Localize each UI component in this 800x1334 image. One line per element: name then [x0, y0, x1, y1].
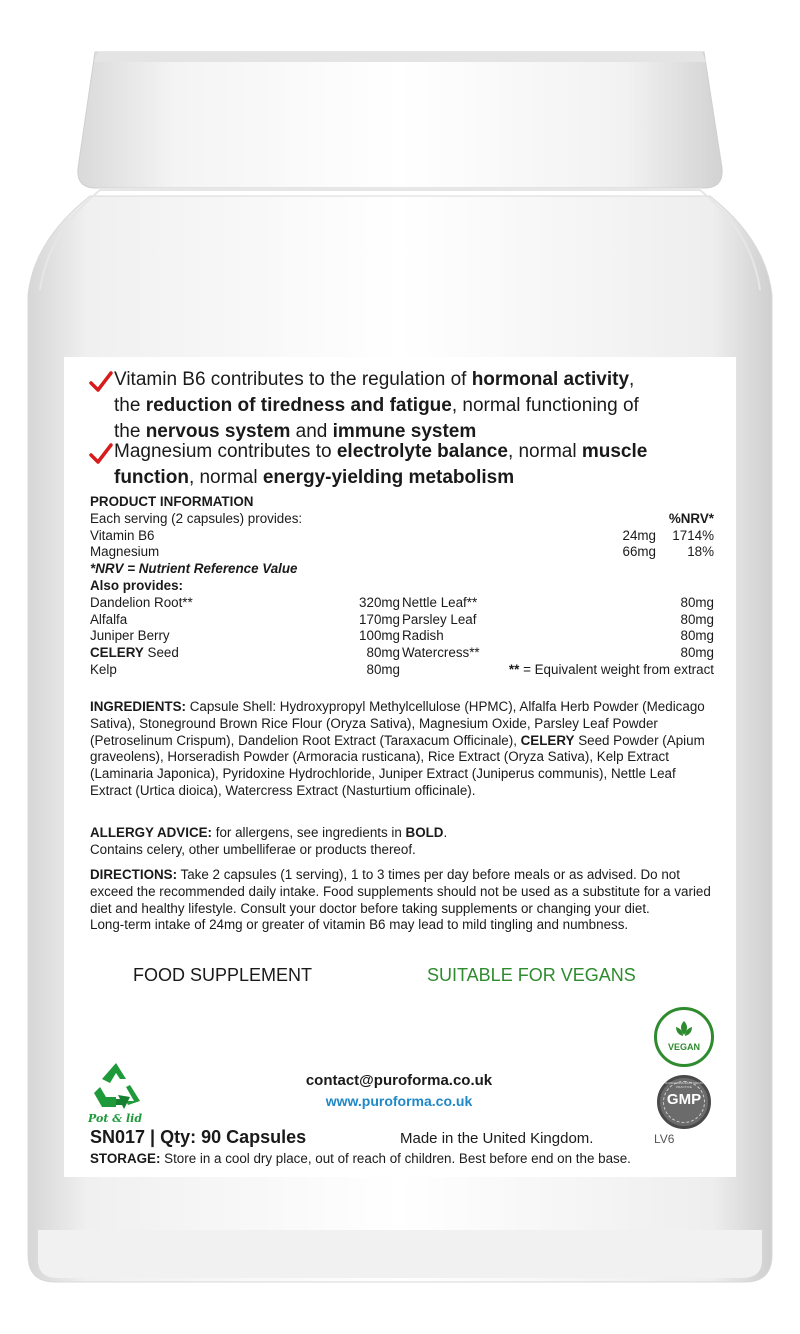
claim-text: and	[290, 421, 333, 442]
gmp-text: GMP	[666, 1091, 702, 1108]
claim-text: the	[114, 395, 146, 416]
claim-text: , normal functioning of	[451, 395, 639, 416]
directions-text: Take 2 capsules (1 serving), 1 to 3 times per day before meals or as advised. Do not exceed the recommended daily intake. Food supplements should not be used as a substitute for a varied diet and healthy lifestyle. Consult your doctor before taking supplements or changing your diet.	[90, 867, 711, 916]
claim-bold-text: electrolyte balance	[336, 441, 508, 462]
recycle-icon	[86, 1057, 146, 1117]
vegan-badge	[654, 1007, 714, 1067]
ingredient-amount: 100mg	[359, 628, 400, 644]
allergy-line2: Contains celery, other umbelliferae or products thereof.	[90, 841, 416, 857]
serving-text: Each serving (2 capsules) provides:	[90, 510, 303, 526]
recycle-caption: Pot & lid	[88, 1112, 143, 1125]
vegan-leaf-icon	[673, 1019, 695, 1041]
claim-line	[92, 439, 722, 465]
ingredient-name: Seed	[143, 645, 179, 661]
ingredients-text: Capsule Shell: Hydroxypropyl Methylcellulose (HPMC), Alfalfa Herb Powder (Medicago Sativa), Stoneground Brown Rice Flour (Oryza Sativa), Magnesium Oxide, Parsley Leaf Powder (Petroselinum Crispum), Dandelion Root Extract (Taraxacum Officinale),	[90, 699, 705, 748]
claim-text: the	[114, 421, 146, 442]
claim-text: Vitamin B6 contributes to the regulation of	[114, 369, 472, 390]
allergy-end: .	[443, 825, 448, 840]
nrv-note: *NRV = Nutrient Reference Value	[90, 561, 298, 577]
directions-label: DIRECTIONS:	[90, 867, 178, 882]
nutrient-name: Vitamin B6	[90, 527, 155, 543]
claim-bold-text: nervous system	[145, 421, 291, 442]
serving-row	[90, 511, 714, 528]
ingredient-name: Juniper Berry	[90, 628, 170, 644]
label-version: LV6	[654, 1132, 675, 1146]
product-label	[64, 357, 736, 1177]
nutrient-row	[90, 528, 714, 545]
nutrient-row	[90, 544, 714, 561]
sku-quantity: SN017 | Qty: 90 Capsules	[90, 1127, 307, 1147]
ingredient-name: Alfalfa	[90, 611, 128, 627]
claim-bold-text: function	[114, 467, 189, 488]
also-row	[402, 645, 714, 662]
gmp-ring-text: GOOD MANUFACTURING PRACTICE	[665, 1081, 703, 1089]
also-row	[402, 628, 714, 645]
equivalent-note	[402, 662, 714, 679]
storage-label: STORAGE:	[90, 1151, 161, 1166]
also-row	[90, 628, 400, 645]
also-row	[90, 612, 400, 629]
claim-text: , normal	[188, 467, 263, 488]
also-row	[402, 612, 714, 629]
ingredients-text: Seed Powder (Apium graveolens), Horseradish Powder (Armoracia rusticana), Rice Extract (Oryza Sativa), Kelp Extract (Laminaria Japonica), Pyridoxine Hydrochloride, Juniper Extract (Juniperus communis), Nettle Leaf Extract (Urtica dioica), Watercress Extract (Nasturtium officinale).	[90, 732, 705, 798]
ingredients-label: INGREDIENTS:	[90, 699, 186, 714]
suitable-for-vegans-text: SUITABLE FOR VEGANS	[427, 965, 636, 985]
claim-bold-text: reduction of tiredness and fatigue	[145, 395, 452, 416]
allergy-advice	[90, 825, 714, 859]
claim-line	[92, 367, 722, 393]
ingredient-name: Dandelion Root**	[90, 594, 193, 610]
ingredient-amount: 80mg	[680, 611, 714, 627]
ingredient-amount: 170mg	[359, 611, 400, 627]
allergy-label: ALLERGY ADVICE:	[90, 825, 213, 840]
also-row	[90, 595, 400, 612]
ingredients-paragraph	[90, 699, 714, 800]
ingredient-name: Kelp	[90, 661, 117, 677]
ingredient-amount: 80mg	[366, 645, 400, 661]
equiv-asterisks: **	[508, 661, 520, 677]
checkmark-icon	[89, 371, 113, 393]
nutrient-name: Magnesium	[90, 544, 160, 560]
nutrient-nrv: 18%	[687, 544, 714, 560]
storage-text: Store in a cool dry place, out of reach of children. Best before end on the base.	[160, 1151, 631, 1166]
ingredient-amount: 80mg	[680, 594, 714, 610]
ingredient-name-allergen: CELERY	[90, 645, 144, 661]
food-supplement-text: FOOD SUPPLEMENT	[133, 965, 313, 985]
claim-bold-text: hormonal activity	[471, 369, 630, 390]
allergy-text: for allergens, see ingredients in	[212, 825, 406, 840]
made-in-text: Made in the United Kingdom.	[400, 1130, 594, 1147]
claim-vitamin-b6	[92, 367, 722, 445]
ingredient-name: Nettle Leaf**	[402, 594, 478, 610]
nutrient-nrv: 1714%	[672, 527, 714, 543]
also-row	[90, 645, 400, 662]
also-left-col	[90, 595, 400, 679]
directions-warning: Long-term intake of 24mg or greater of vitamin B6 may lead to mild tingling and numbness.	[90, 917, 629, 933]
claim-bold-text: immune system	[332, 421, 477, 442]
info-heading: PRODUCT INFORMATION	[90, 494, 254, 509]
claim-line	[92, 465, 722, 491]
also-right-col	[402, 595, 714, 679]
claim-text: ,	[629, 369, 635, 390]
also-heading: Also provides:	[90, 577, 184, 593]
checkmark-icon	[89, 443, 113, 465]
nutrient-amount: 66mg	[622, 544, 656, 560]
nutrient-amount: 24mg	[622, 527, 656, 543]
contact-email[interactable]: contact@puroforma.co.uk	[305, 1072, 493, 1089]
vegan-badge-text: VEGAN	[667, 1042, 700, 1052]
ingredient-name: Radish	[402, 628, 444, 644]
nrv-header: %NRV*	[668, 510, 714, 526]
gmp-seal-icon	[657, 1075, 711, 1129]
allergy-bold-word: BOLD	[405, 825, 444, 840]
ingredient-name: Watercress**	[402, 645, 480, 661]
equiv-text: = Equivalent weight from extract	[519, 661, 714, 677]
also-row	[402, 595, 714, 612]
claim-line	[92, 393, 722, 419]
ingredient-amount: 80mg	[680, 628, 714, 644]
ingredients-allergen: CELERY	[520, 732, 575, 748]
contact-website[interactable]: www.puroforma.co.uk	[325, 1093, 473, 1109]
also-row	[90, 662, 400, 679]
directions	[90, 867, 714, 934]
claim-text: Magnesium contributes to	[114, 441, 337, 462]
claim-bold-text: energy-yielding metabolism	[262, 467, 515, 488]
claim-magnesium	[92, 439, 722, 491]
ingredient-amount: 320mg	[359, 594, 400, 610]
product-information	[90, 494, 714, 679]
ingredient-name: Parsley Leaf	[402, 611, 477, 627]
ingredient-amount: 80mg	[366, 661, 400, 677]
storage	[90, 1151, 714, 1168]
claim-bold-text: muscle	[581, 441, 648, 462]
ingredient-amount: 80mg	[680, 645, 714, 661]
also-provides-table	[90, 595, 714, 679]
claim-text: , normal	[507, 441, 582, 462]
